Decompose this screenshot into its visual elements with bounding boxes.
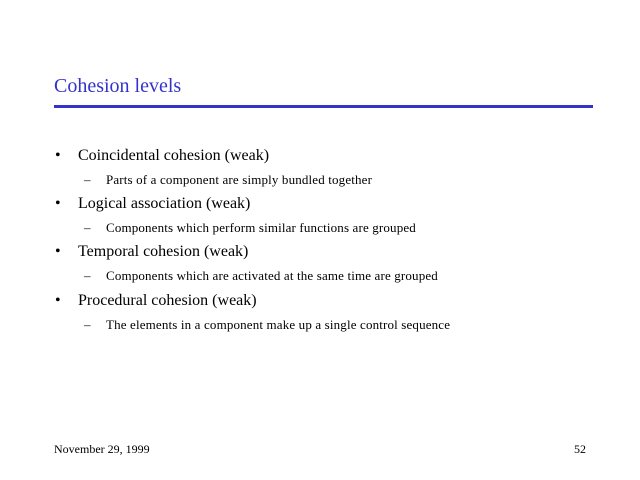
sub-bullet-marker: – [84,317,91,332]
bullet-text: Procedural cohesion (weak) [78,292,257,309]
bullet-item [0,241,640,285]
page-number: 52 [574,442,586,456]
footer-date: November 29, 1999 [54,442,150,456]
sub-bullet-marker: – [84,268,91,283]
bullet-text: Coincidental cohesion (weak) [78,147,270,164]
sub-bullet-text: Components which perform similar functions are grouped [106,220,416,235]
bullet-text: Temporal cohesion (weak) [78,243,249,260]
bullet-marker: • [55,292,61,309]
slide-title: Cohesion levels [54,75,182,97]
bullet-marker: • [55,147,61,164]
sub-bullet-text: Parts of a component are simply bundled together [106,172,373,187]
sub-bullet-marker: – [84,220,91,235]
bullet-marker: • [55,195,61,212]
bullet-marker: • [55,243,61,260]
title-underline [54,105,593,108]
sub-bullet-text: The elements in a component make up a single control sequence [106,317,451,332]
bullet-item [0,290,640,334]
bullet-item [0,145,640,189]
bullet-item [0,193,640,237]
sub-bullet-text: Components which are activated at the same time are grouped [106,268,438,283]
sub-bullet-marker: – [84,172,91,187]
bullet-text: Logical association (weak) [78,195,251,212]
